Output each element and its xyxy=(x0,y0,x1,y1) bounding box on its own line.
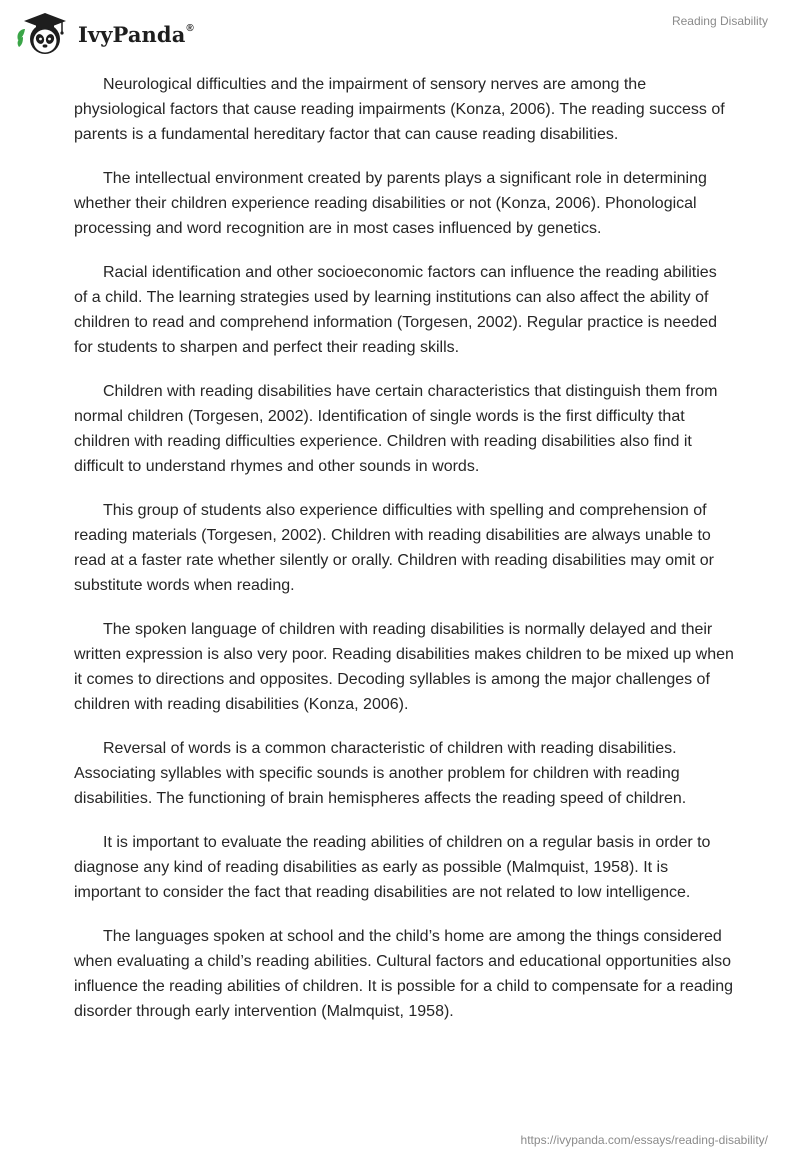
paragraph: Children with reading disabilities have certain characteristics that distinguish them from normal children (Torgesen, 2002). Identification of single words is the first difficulty that children with reading difficulties experience. Children with reading disabilities also find it difficult to understand rhymes and other sounds in words. xyxy=(74,383,718,475)
essay-body xyxy=(74,72,734,1043)
paragraph: Reversal of words is a common characteristic of children with reading disabilities. Associating syllables with specific sounds is another problem for children with reading disabilities. The functioning of brain hemispheres affects the reading speed of children. xyxy=(74,740,687,807)
page-header xyxy=(0,0,800,70)
paragraph: The intellectual environment created by parents plays a significant role in determining whether their children experience reading disabilities or not (Konza, 2006). Phonological processing and word recognition are in most cases influenced by genetics. xyxy=(74,170,707,237)
panda-graduation-cap-icon xyxy=(14,10,74,56)
paragraph: Neurological difficulties and the impairment of sensory nerves are among the physiological factors that cause reading impairments (Konza, 2006). The reading success of parents is a fundamental hereditary factor that can cause reading disabilities. xyxy=(74,76,725,143)
registered-mark: ® xyxy=(186,22,194,34)
paragraph: The spoken language of children with reading disabilities is normally delayed and their written expression is also very poor. Reading disabilities makes children to be mixed up when it comes to directions and opposites. Decoding syllables is among the major challenges of children with reading disabilities (Konza, 2006). xyxy=(74,621,734,713)
paragraph: It is important to evaluate the reading abilities of children on a regular basis in order to diagnose any kind of reading disabilities as early as possible (Malmquist, 1958). It is important to consider the fact that reading disabilities are not related to low intelligence. xyxy=(74,834,711,901)
source-url[interactable]: https://ivypanda.com/essays/reading-disability/ xyxy=(520,1133,768,1147)
paragraph: This group of students also experience difficulties with spelling and comprehension of reading materials (Torgesen, 2002). Children with reading disabilities are always unable to read at a faster rate whether silently or orally. Children with reading disabilities may omit or substitute words when reading. xyxy=(74,502,714,594)
paragraph: The languages spoken at school and the child’s home are among the things considered when evaluating a child’s reading abilities. Cultural factors and educational opportunities also influence the reading abilities of children. It is possible for a child to compensate for a reading disorder through early intervention (Malmquist, 1958). xyxy=(74,928,734,1020)
brand-name: IvyPanda® xyxy=(78,21,194,47)
document-title: Reading Disability xyxy=(671,14,768,28)
brand-logo[interactable] xyxy=(14,10,194,56)
paragraph: Racial identification and other socioeconomic factors can influence the reading abilities of a child. The learning strategies used by learning institutions can also affect the ability of children to read and comprehend information (Torgesen, 2002). Regular practice is needed for students to sharpen and perfect their reading skills. xyxy=(74,264,718,356)
